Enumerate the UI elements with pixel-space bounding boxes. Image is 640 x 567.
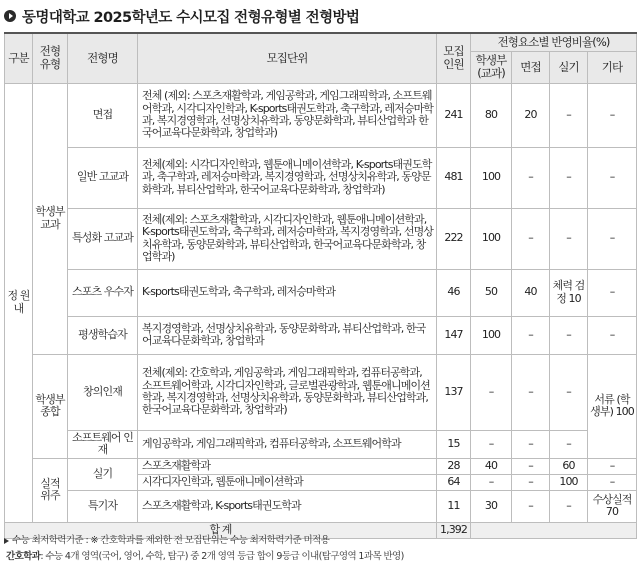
- quota-cell: 241: [437, 83, 471, 147]
- table-row: [5, 490, 637, 522]
- quota-cell: 46: [437, 269, 471, 316]
- type-cell: [33, 354, 68, 458]
- units-cell: 스포츠재활학과: [138, 458, 437, 474]
- triangle-bullet-icon: [4, 538, 9, 544]
- interview-cell: –: [512, 147, 550, 208]
- type-label: 학생부 종합: [35, 392, 65, 418]
- interview-cell: 20: [512, 83, 550, 147]
- record-cell: 100: [471, 208, 512, 269]
- division-cell: [5, 83, 33, 522]
- note-1-prefix: 수능 최저학력기준 :: [12, 535, 91, 546]
- table-row: [5, 208, 637, 269]
- record-cell: 80: [471, 83, 512, 147]
- interview-cell: –: [512, 458, 550, 474]
- interview-cell: –: [512, 490, 550, 522]
- practical-cell: –: [550, 354, 588, 430]
- name-cell: 특기자: [68, 490, 138, 522]
- page-title: [4, 2, 359, 30]
- record-cell: –: [471, 474, 512, 490]
- header-quota: 모집 인원: [437, 33, 471, 83]
- units-cell: 게임공학과, 게임그래픽학과, 컴퓨터공학과, 소프트웨어학과: [138, 430, 437, 458]
- practical-cell: 60: [550, 458, 588, 474]
- etc-cell: –: [588, 269, 637, 316]
- practical-cell: –: [550, 147, 588, 208]
- note-2-body: : 수능 4개 영역(국어, 영어, 수학, 탐구) 중 2개 영역 등급 합이 9등급 이내(탐구영역 1과목 반영): [40, 551, 404, 562]
- type-label: 실적 위주: [40, 476, 60, 502]
- interview-cell: –: [512, 316, 550, 354]
- note-2-label: 간호학과: [6, 551, 41, 562]
- etc-cell: –: [588, 458, 637, 474]
- record-cell: –: [471, 354, 512, 430]
- name-cell: 스포츠 우수자: [68, 269, 138, 316]
- name-cell: 소프트웨어 인재: [68, 430, 138, 458]
- quota-cell: 481: [437, 147, 471, 208]
- interview-cell: 40: [512, 269, 550, 316]
- header-practical: 실기: [550, 51, 588, 83]
- note-line-2: [4, 549, 404, 565]
- practical-cell: –: [550, 208, 588, 269]
- table-row: [5, 147, 637, 208]
- header-school-record: 학생부 (교과): [471, 51, 512, 83]
- units-cell: 스포츠재활학과, K-sports태권도학과: [138, 490, 437, 522]
- admission-table: [4, 32, 637, 539]
- table-row: [5, 354, 637, 430]
- table-row: [5, 430, 637, 458]
- record-cell: 40: [471, 458, 512, 474]
- name-cell: 창의인재: [68, 354, 138, 430]
- header-ratio: 전형요소별 반영비율(%): [471, 33, 637, 51]
- units-cell: 전체(제외: 스포츠재활학과, 시각디자인학과, 웹툰애니메이션학과, K-sports태권도학과, 축구학과, 레저승마학과, 복지경영학과, 선명상치유학과, 동양문화학과, 뷰티산업학과, 한국어교육다문화학과, 창업학과): [138, 208, 437, 269]
- etc-cell: 서류 (학생부) 100: [588, 354, 637, 458]
- header-name: 전형명: [68, 33, 138, 83]
- practical-cell: –: [550, 430, 588, 458]
- name-cell: 일반 고교과: [68, 147, 138, 208]
- interview-cell: –: [512, 208, 550, 269]
- header-type: 전형 유형: [33, 33, 68, 83]
- total-quota: 1,392: [437, 522, 471, 538]
- units-cell: 전체(제외: 시각디자인학과, 웹툰애니메이션학과, K-sports태권도학과, 축구학과, 레저승마학과, 복지경영학과, 선명상치유학과, 동양문화학과, 뷰티산업학과, 한국어교육다문화학과, 창업학과): [138, 147, 437, 208]
- table-row: [5, 83, 637, 147]
- interview-cell: –: [512, 474, 550, 490]
- record-cell: –: [471, 430, 512, 458]
- interview-cell: –: [512, 354, 550, 430]
- practical-cell: 100: [550, 474, 588, 490]
- etc-cell: –: [588, 208, 637, 269]
- header-etc: 기타: [588, 51, 637, 83]
- arrow-bullet-icon: [4, 10, 16, 22]
- practical-cell: –: [550, 490, 588, 522]
- table-row: [5, 316, 637, 354]
- table-row: [5, 269, 637, 316]
- header-units: 모집단위: [138, 33, 437, 83]
- note-1-body: ※ 간호학과를 제외한 전 모집단위는 수능 최저학력기준 미적용: [90, 535, 330, 546]
- practical-cell: –: [550, 316, 588, 354]
- name-cell: 평생학습자: [68, 316, 138, 354]
- record-cell: 100: [471, 147, 512, 208]
- header-interview: 면접: [512, 51, 550, 83]
- record-cell: 30: [471, 490, 512, 522]
- type-label: 학생부 교과: [35, 205, 65, 231]
- quota-cell: 147: [437, 316, 471, 354]
- etc-cell: –: [588, 147, 637, 208]
- header-division: 구분: [5, 33, 33, 83]
- quota-cell: 28: [437, 458, 471, 474]
- practical-cell: –: [550, 83, 588, 147]
- name-cell: 면접: [68, 83, 138, 147]
- quota-cell: 137: [437, 354, 471, 430]
- total-label: 합 계: [5, 522, 437, 538]
- quota-cell: 222: [437, 208, 471, 269]
- quota-cell: 15: [437, 430, 471, 458]
- note-line-1: [4, 533, 404, 549]
- units-cell: 시각디자인학과, 웹툰애니메이션학과: [138, 474, 437, 490]
- table-row: [5, 458, 637, 474]
- units-cell: 전체(제외: 간호학과, 게임공학과, 게임그래픽학과, 컴퓨터공학과, 소프트웨어학과, 시각디자인학과, 글로벌관광학과, 웹툰애니메이션학과, 복지경영학과, 선명상치유학과, 동양문화학과, 뷰티산업학과, 한국어교육다문화학과, 창업학과): [138, 354, 437, 430]
- division-label: 정 원 내: [7, 289, 30, 315]
- footnotes: [4, 533, 404, 565]
- interview-cell: –: [512, 430, 550, 458]
- name-cell: 특성화 고교과: [68, 208, 138, 269]
- type-cell: [33, 458, 68, 522]
- quota-cell: 11: [437, 490, 471, 522]
- etc-cell: –: [588, 474, 637, 490]
- title-text: 동명대학교 2025학년도 수시모집 전형유형별 전형방법: [22, 9, 360, 26]
- record-cell: 100: [471, 316, 512, 354]
- record-cell: 50: [471, 269, 512, 316]
- type-cell: [33, 83, 68, 354]
- units-cell: K-sports태권도학과, 축구학과, 레저승마학과: [138, 269, 437, 316]
- name-cell: 실기: [68, 458, 138, 490]
- total-blank: [471, 522, 637, 538]
- quota-cell: 64: [437, 474, 471, 490]
- etc-cell: –: [588, 83, 637, 147]
- etc-cell: –: [588, 316, 637, 354]
- etc-cell: 수상실적 70: [588, 490, 637, 522]
- units-cell: 복지경영학과, 선명상치유학과, 동양문화학과, 뷰티산업학과, 한국어교육다문화학과, 창업학과: [138, 316, 437, 354]
- practical-cell: 체력 검정 10: [550, 269, 588, 316]
- units-cell: 전체 (제외: 스포츠재활학과, 게임공학과, 게임그래픽학과, 소프트웨어학과, 시각디자인학과, K-sports태권도학과, 축구학과, 레저승마학과, 복지경영학과, 선명상치유학과, 동양문화학과, 뷰티산업학과 한국어교육다문화학과, 창업학과): [138, 83, 437, 147]
